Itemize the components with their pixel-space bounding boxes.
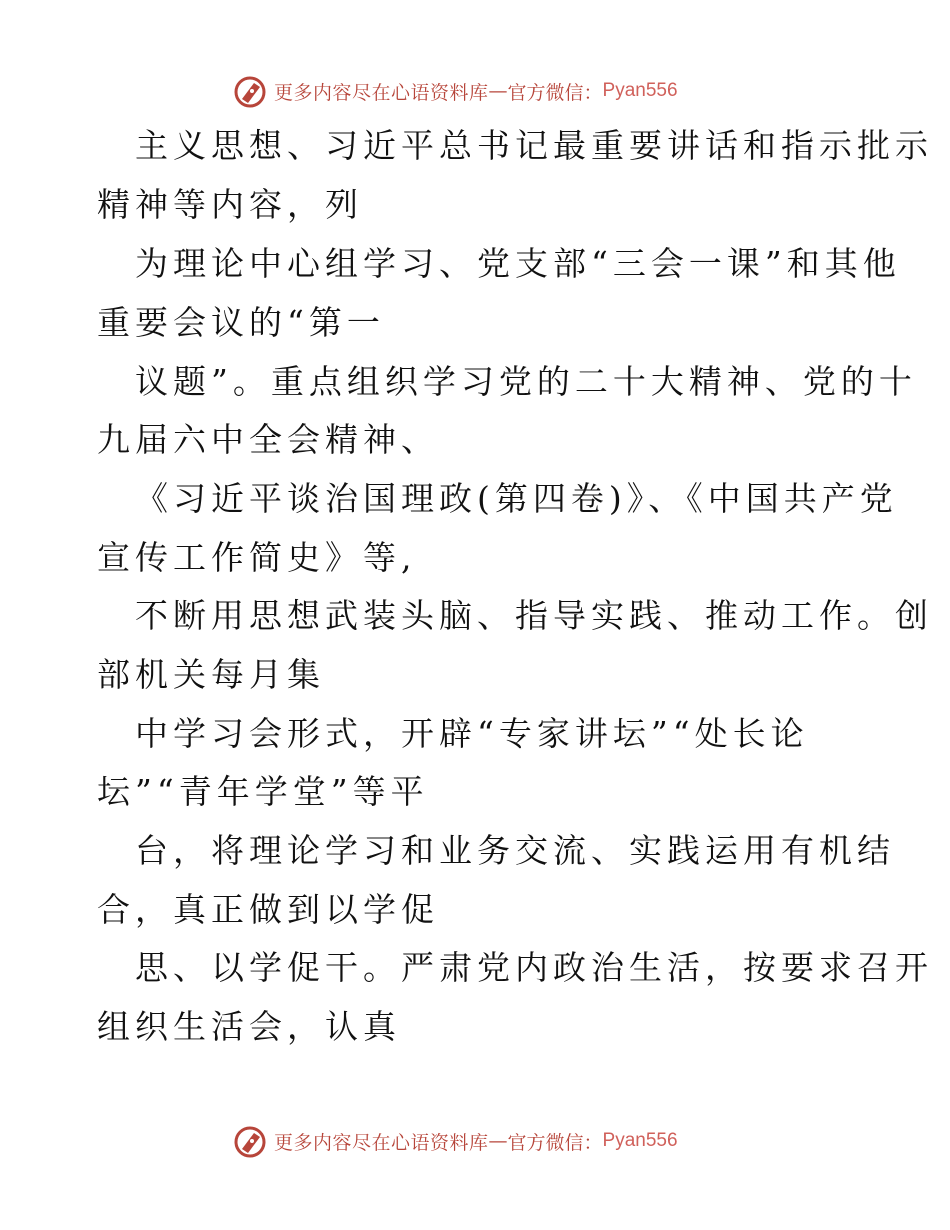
watermark-wechat-id: Pyan556 <box>602 80 678 101</box>
pen-nib-logo-icon <box>232 1123 268 1159</box>
text-line: 组织生活会，认真 <box>97 1007 401 1046</box>
watermark-text: 更多内容尽在心语资料库 <box>274 1131 489 1154</box>
text-line: 九届六中全会精神、 <box>97 420 439 459</box>
footer-watermark <box>232 1121 678 1161</box>
watermark-separator: — <box>488 1130 508 1152</box>
header-watermark <box>232 71 678 111</box>
watermark-text: 更多内容尽在心语资料库 <box>274 81 489 104</box>
text-line: 不断用思想武装头脑、指导实践、推动工作。创 <box>135 596 933 635</box>
watermark-wechat-label: 官方微信： <box>507 81 603 104</box>
pen-nib-logo-icon <box>232 73 268 109</box>
text-line: 思、以学促干。严肃党内政治生活，按要求召开 <box>135 948 933 987</box>
text-line: 部机关每月集 <box>97 655 325 694</box>
watermark-wechat-label: 官方微信： <box>507 1131 603 1154</box>
text-line: 合，真正做到以学促 <box>97 890 439 929</box>
watermark-wechat-id: Pyan556 <box>602 1130 678 1151</box>
text-line: 主义思想、习近平总书记最重要讲话和指示批示 <box>135 126 933 165</box>
text-line: 议题”。重点组织学习党的二十大精神、党的十 <box>135 362 917 401</box>
text-line: 坛”“青年学堂”等平 <box>97 772 429 811</box>
text-line: 重要会议的“第一 <box>97 303 385 342</box>
watermark-separator: — <box>488 80 508 102</box>
text-line: 精神等内容，列 <box>97 185 363 224</box>
text-line: 台，将理论学习和业务交流、实践运用有机结 <box>135 831 895 870</box>
text-line: 为理论中心组学习、党支部“三会一课”和其他 <box>135 244 901 283</box>
text-line: 《习近平谈治国理政(第四卷)》、《中国共产党 <box>135 479 898 518</box>
text-line: 中学习会形式，开辟“专家讲坛”“处长论 <box>135 714 809 753</box>
text-line: 宣传工作简史》等, <box>97 538 417 577</box>
